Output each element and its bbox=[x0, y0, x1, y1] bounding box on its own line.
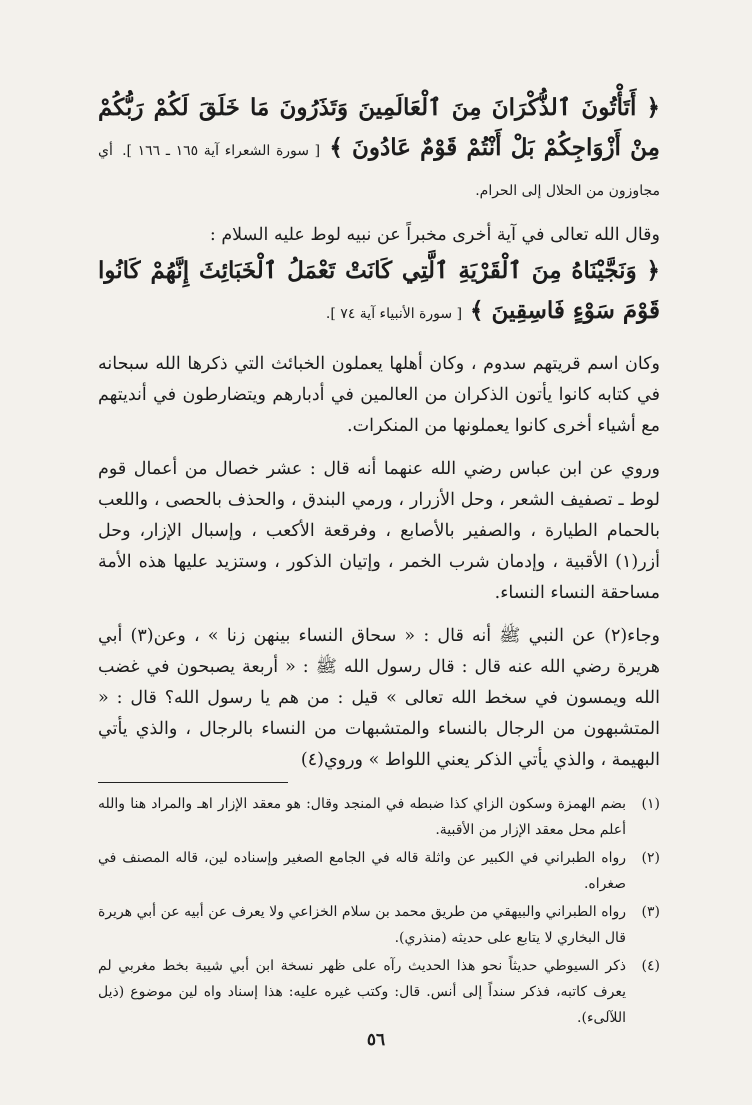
footnote-number: (٢) bbox=[641, 850, 660, 866]
paragraph-hadith: وجاء(٢) عن النبي ﷺ أنه قال : « سحاق النساء بينهن زنا » ، وعن(٣) أبي هريرة رضي الله عنه قال : قال رسول الله ﷺ : « أربعة يصبحون في غضب الله ويمسون في سخط الله تعالى » قيل : من هم يا رسول الله؟ قال : « المتشبهون من الرجال بالنساء والمتشبهات من النساء بالرجال ، والذي يأتي البهيمة ، والذي يأتي الذكر يعني اللواط » وروي(٤) bbox=[98, 626, 661, 770]
footnote-4 bbox=[98, 953, 660, 1031]
footnote-text: رواه الطبراني والبيهقي من طريق محمد بن سلام الخزاعي ولا يعرف عن أبيه عن أبي هريرة قال البخاري لا يتابع على حديثه (منذري). bbox=[98, 904, 626, 946]
quran-verse-1: ﴿ أَتَأْتُونَ ٱلذُّكْرَانَ مِنَ ٱلْعَالَمِينَ وَتَذَرُونَ مَا خَلَقَ لَكُمْ رَبُّكُمْ مِنْ أَزْوَاجِكُمْ بَلْ أَنْتُمْ قَوْمٌ عَادُونَ ﴾ bbox=[98, 94, 660, 161]
footnote-number: (٤) bbox=[641, 958, 660, 974]
quran-ref-1: [ سورة الشعراء آية ١٦٥ ـ ١٦٦ ]. bbox=[122, 143, 321, 159]
quran-passage-2 bbox=[98, 251, 660, 331]
quran-verse-2-text bbox=[98, 251, 660, 331]
verse-explanation: أي مجاوزون من الحلال إلى الحرام. bbox=[98, 143, 660, 199]
footnote-text: رواه الطبراني في الكبير عن واثلة قاله في الجامع الصغير وإسناده لين، قاله المصنف في صغراه. bbox=[98, 850, 626, 892]
footnote-number: (١) bbox=[641, 796, 660, 812]
paragraph-sodom: وكان اسم قريتهم سدوم ، وكان أهلها يعملون الخبائث التي ذكرها الله سبحانه في كتابه كانوا يأتون الذكران من العالمين في أدبارهم ويتضارطون في أنديتهم مع أشياء أخرى كانوا يعملونها من المنكرات. bbox=[98, 354, 660, 436]
quran-ref-2: [ سورة الأنبياء آية ٧٤ ]. bbox=[325, 306, 463, 322]
footnote-3 bbox=[98, 899, 660, 951]
footnote-1 bbox=[98, 791, 660, 843]
page-number: ٥٦ bbox=[366, 1030, 386, 1050]
footnote-divider bbox=[98, 782, 288, 783]
intro-paragraph-2: وقال الله تعالى في آية أخرى مخبراً عن نبيه لوط عليه السلام : bbox=[209, 225, 660, 245]
footnotes bbox=[98, 791, 660, 1031]
quran-passage-1 bbox=[98, 88, 660, 208]
footnote-2 bbox=[98, 845, 660, 897]
footnote-text: بضم الهمزة وسكون الزاي كذا ضبطه في المنجد وقال: هو معقد الإزار اهـ والمراد هنا والله أعلم محل معقد الإزار من الأقبية. bbox=[98, 796, 626, 838]
quran-verse-2: ﴿ وَنَجَّيْنَاهُ مِنَ ٱلْقَرْيَةِ ٱلَّتِي كَانَتْ تَعْمَلُ ٱلْخَبَائِثَ إِنَّهُمْ كَانُوا قَوْمَ سَوْءٍ فَاسِقِينَ ﴾ bbox=[98, 257, 660, 324]
quran-verse-1-text bbox=[98, 88, 660, 208]
footnote-text: ذكر السيوطي حديثاً نحو هذا الحديث رآه على ظهر نسخة ابن أبي شيبة بخط مغربي لم يعرف كاتبه، فذكر سنداً إلى أنس. قال: وكتب غيره عليه: هذا إسناد واه لين موضوع (ذيل اللآلىء). bbox=[98, 958, 626, 1026]
paragraph-ibn-abbas: وروي عن ابن عباس رضي الله عنهما أنه قال : عشر خصال من أعمال قوم لوط ـ تصفيف الشعر ، وحل الأزرار ، ورمي البندق ، والحذف بالحصى ، واللعب بالحمام الطيارة ، والصفير بالأصابع ، وفرقعة الأكعب ، وإسبال الإزار، وحل أزر(١) الأقبية ، وإدمان شرب الخمر ، وإتيان الذكور ، وستزيد عليها هذه الأمة مساحقة النساء النساء. bbox=[98, 459, 660, 603]
footnote-number: (٣) bbox=[641, 904, 660, 920]
